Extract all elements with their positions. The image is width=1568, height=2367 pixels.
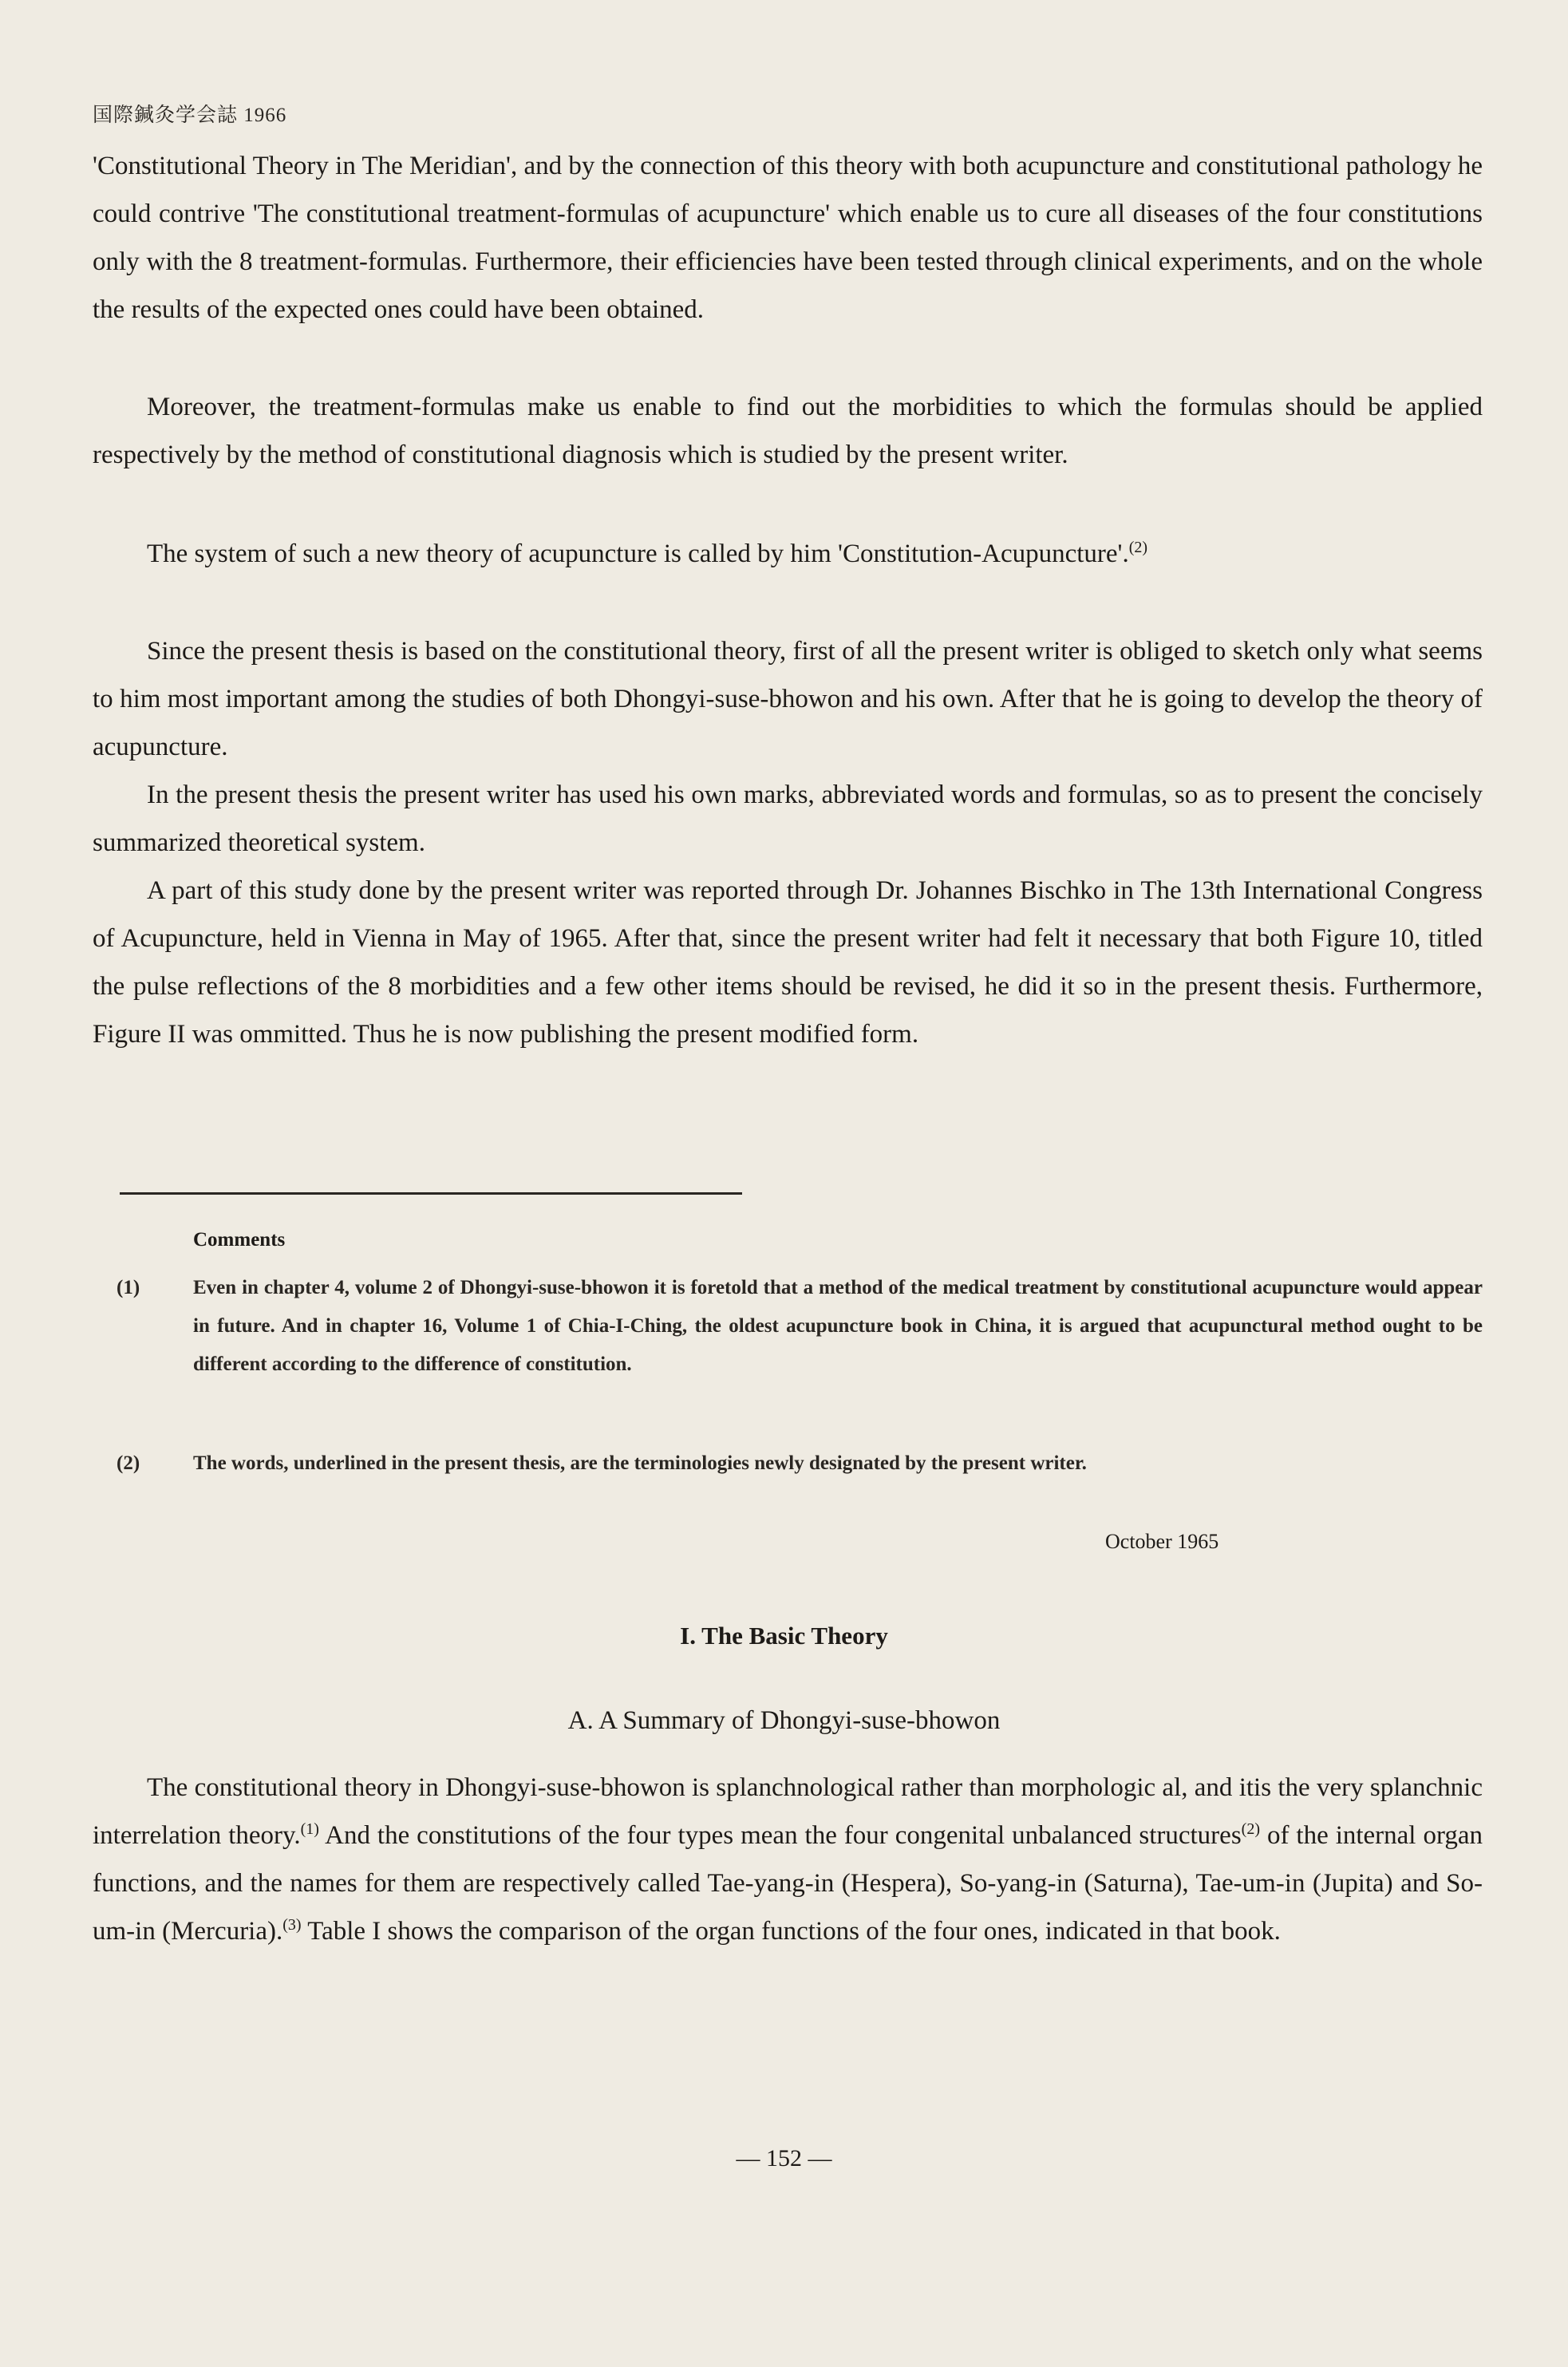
paragraph-4 (93, 627, 1483, 771)
paragraph-7-text-d: Table I shows the comparison of the organ functions of the four ones, indicated in that book. (301, 1917, 1281, 1946)
paragraph-1-text: 'Constitutional Theory in The Meridian', and by the connection of this theory with both acupuncture and constitutional pathology he could contrive 'The constitutional treatment-formulas of acupuncture' which enable us to cure all diseases of the four constitutions only with the 8 treatment-formulas. Furthermore, their efficiencies have been tested through clinical experiments, and on the whole the results of the expected ones could have been obtained. (93, 152, 1483, 324)
paragraph-7 (93, 1764, 1483, 1955)
paragraph-5 (93, 771, 1483, 867)
comment-text: Even in chapter 4, volume 2 of Dhongyi-suse-bhowon it is foretold that a method of the medical treatment by constitutional acupuncture would appear in future. And in chapter 16, Volume 1 of Chia-I-Ching, the oldest acupuncture book in China, it is argued that acupunctural method ought to be different according to the difference of constitution. (193, 1277, 1483, 1375)
subsection-heading: A. A Summary of Dhongyi-suse-bhowon (567, 1706, 1001, 1735)
paragraph-7-text-a: The constitutional theory in Dhongyi-suse-bhowon is splanchnological rather than morphologic al, and itis the very splanchnic interrelation theory. (93, 1773, 1483, 1850)
paragraph-7-text-c: of the internal organ functions, and the names for them are respectively called Tae-yang-in (Hespera), So-yang-in (Saturna), Tae-um-in (Jupita) and So-um-in (Mercuria). (93, 1821, 1483, 1946)
date: October 1965 (1105, 1530, 1219, 1553)
paragraph-2-text: Moreover, the treatment-formulas make us enable to find out the morbidities to which the formulas should be applied respectively by the method of constitutional diagnosis which is studied by the present writer. (93, 393, 1483, 469)
paragraph-2 (93, 383, 1483, 479)
paragraph-4-text: Since the present thesis is based on the constitutional theory, first of all the present writer is obliged to sketch only what seems to him most important among the studies of both Dhongyi-suse-bhowon and his own. After that he is going to develop the theory of acupuncture. (93, 637, 1483, 761)
comment-number: (2) (117, 1452, 140, 1474)
journal-header: 国際鍼灸学会誌 1966 (93, 105, 287, 126)
comments-title: Comments (193, 1229, 286, 1251)
page-number: — 152 — (736, 2145, 832, 2171)
paragraph-6-text: A part of this study done by the present writer was reported through Dr. Johannes Bischko in The 13th International Congress of Acupuncture, held in Vienna in May of 1965. After that, since the present writer had felt it necessary that both Figure 10, titled the pulse reflections of the 8 morbidities and a few other items should be revised, he did it so in the present thesis. Furthermore, Figure II was ommitted. Thus he is now publishing the present modified form. (93, 876, 1483, 1049)
paragraph-7-text-b: And the constitutions of the four types mean the four congenital unbalanced structures (318, 1821, 1242, 1850)
paragraph-6 (93, 867, 1483, 1058)
comment-number: (1) (117, 1277, 140, 1298)
paragraph-5-text: In the present thesis the present writer has used his own marks, abbreviated words and formulas, so as to present the concisely summarized theoretical system. (93, 780, 1483, 857)
footnote-ref: (1) (300, 1820, 319, 1838)
paragraph-3-text: The system of such a new theory of acupuncture is called by him 'Constitution-Acupuncture'. (147, 539, 1129, 568)
footnote-ref: (2) (1241, 1820, 1260, 1838)
comment-1 (117, 1269, 1483, 1384)
footnote-ref: (2) (1128, 539, 1148, 556)
footnote-ref: (3) (282, 1916, 302, 1934)
section-heading: I. The Basic Theory (680, 1622, 888, 1650)
footnote-divider (120, 1192, 742, 1195)
paragraph-3 (93, 530, 1483, 578)
comment-2 (117, 1444, 1483, 1483)
comment-text: The words, underlined in the present thesis, are the terminologies newly designated by the present writer. (193, 1452, 1087, 1474)
paragraph-1 (93, 142, 1483, 334)
